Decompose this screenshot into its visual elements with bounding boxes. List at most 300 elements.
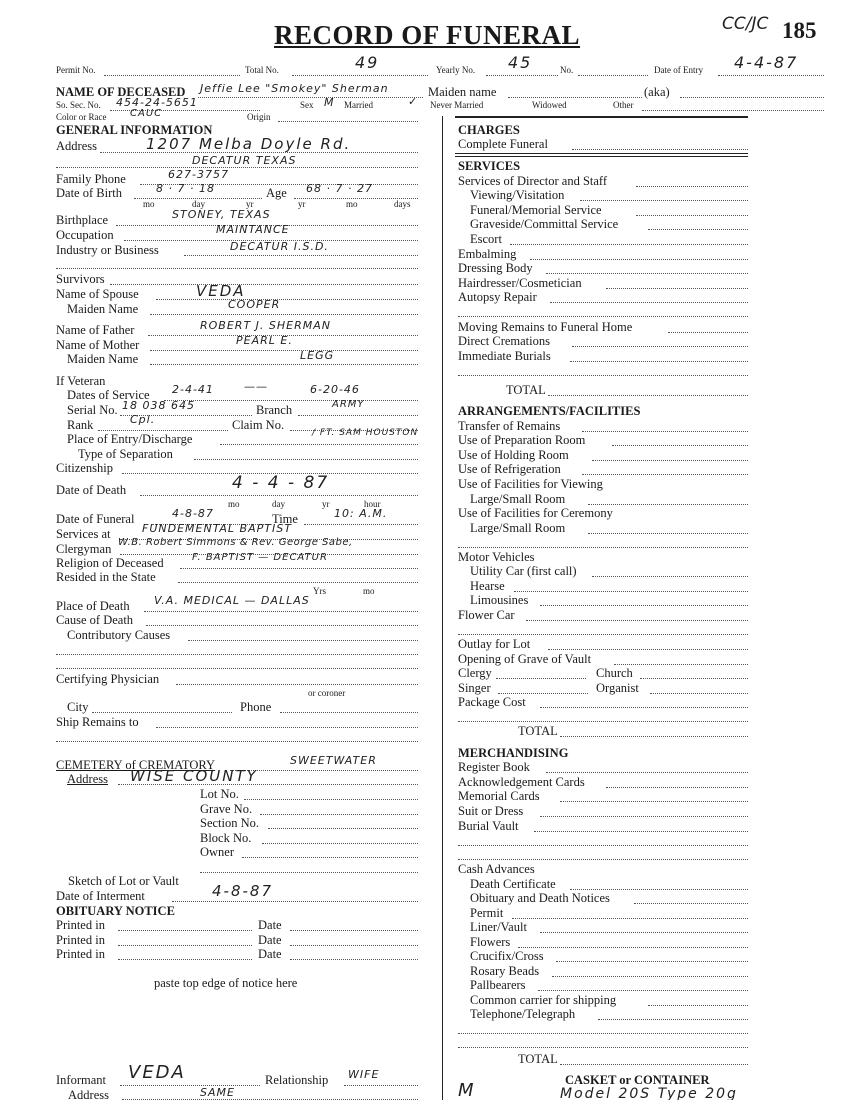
cash-obituary-line — [634, 903, 748, 904]
death-date-line — [140, 495, 418, 496]
branch-label: Branch — [256, 403, 293, 417]
cash-liner-vault: Liner/Vault — [470, 920, 527, 934]
column-divider — [442, 116, 443, 1100]
serial-label: Serial No. — [67, 403, 118, 417]
service-escort: Escort — [470, 232, 502, 246]
birthplace-value: STONEY, TEXAS — [172, 208, 271, 221]
motor-hearse: Hearse — [470, 579, 505, 593]
entry-discharge-label: Place of Entry/Discharge — [67, 432, 193, 446]
place-death-line — [144, 611, 418, 612]
arr-transfer: Transfer of Remains — [458, 419, 561, 433]
singer-line — [498, 693, 588, 694]
survivors-label: Survivors — [56, 272, 105, 286]
cemetery-value: SWEETWATER — [290, 754, 377, 767]
spouse-maiden-value: COOPER — [228, 298, 281, 311]
cash-blank-line-1 — [458, 1033, 748, 1034]
spouse-maiden-label: Maiden Name — [67, 302, 139, 316]
printed-in-label-3: Printed in — [56, 947, 105, 961]
time-label: Time — [272, 512, 298, 526]
address-line-2 — [56, 167, 418, 168]
service-moving-remains: Moving Remains to Funeral Home — [458, 320, 633, 334]
industry-line — [184, 255, 418, 256]
outlay-lot-line — [548, 649, 748, 650]
merch-burial-vault: Burial Vault — [458, 819, 519, 833]
service-blank-line-2 — [458, 375, 748, 376]
service-to: 6-20-46 — [310, 383, 360, 396]
rank-value: Cpl. — [130, 413, 156, 426]
race-label: Color or Race — [56, 112, 107, 122]
separation-line — [194, 459, 418, 460]
cemetery-line — [230, 770, 418, 771]
grave-label: Grave No. — [200, 802, 253, 816]
total-line — [292, 75, 428, 76]
separation-label: Type of Separation — [78, 447, 173, 461]
age-sub-yr: yr — [298, 199, 306, 209]
service-funeral-memorial: Funeral/Memorial Service — [470, 203, 602, 217]
city-line — [92, 712, 232, 713]
permit-label: Permit No. — [56, 65, 96, 75]
cash-total-label: TOTAL — [518, 1052, 558, 1066]
father-label: Name of Father — [56, 323, 135, 337]
time-value: 10: A.M. — [334, 507, 388, 520]
married-label: Married — [344, 100, 373, 110]
arr-total-label: TOTAL — [518, 724, 558, 738]
total-label: Total No. — [245, 65, 279, 75]
serial-value: 18 038 645 — [122, 399, 195, 412]
grave-line — [260, 814, 418, 815]
mother-value: PEARL E. — [236, 334, 293, 347]
interment-label: Date of Interment — [56, 889, 145, 903]
deceased-name-value: Jeffie Lee "Smokey" Sherman — [200, 82, 389, 95]
city-label: City — [67, 700, 89, 714]
service-dates-line — [164, 400, 418, 401]
arr-total-line — [560, 736, 748, 737]
origin-label: Origin — [247, 112, 271, 122]
informant-value: VEDA — [128, 1062, 186, 1083]
charges-rule-2 — [455, 156, 748, 157]
interment-value: 4-8-87 — [212, 882, 273, 900]
arrangements-heading: ARRANGEMENTS/FACILITIES — [458, 404, 641, 418]
service-embalming-line — [530, 259, 748, 260]
deceased-name-line — [198, 97, 423, 98]
age-sub-mo: mo — [346, 199, 358, 209]
printed-date-line-3 — [290, 959, 418, 960]
merch-memorial-cards: Memorial Cards — [458, 789, 540, 803]
cash-pallbearers-line — [538, 990, 748, 991]
dob-sub-yr: yr — [246, 199, 254, 209]
cash-total-line — [560, 1064, 748, 1065]
block-label: Block No. — [200, 831, 252, 845]
resided-label: Resided in the State — [56, 570, 156, 584]
ssn-value: 454-24-5651 — [116, 96, 198, 109]
cash-telephone: Telephone/Telegraph — [470, 1007, 576, 1021]
aka-label: (aka) — [644, 85, 670, 99]
branch-value: ARMY — [332, 399, 365, 410]
occupation-value: MAINTANCE — [216, 223, 290, 236]
service-viewing: Viewing/Visitation — [470, 188, 565, 202]
industry-label: Industry or Business — [56, 243, 159, 257]
merch-suit-line — [540, 816, 748, 817]
flower-car-line — [526, 620, 748, 621]
cash-blank-line-2 — [458, 1047, 748, 1048]
place-death-label: Place of Death — [56, 599, 130, 613]
church-line — [640, 678, 748, 679]
sketch-label: Sketch of Lot or Vault — [68, 874, 179, 888]
father-value: ROBERT J. SHERMAN — [200, 319, 331, 332]
package-blank-line — [458, 721, 748, 722]
entry-line — [718, 75, 824, 76]
claim-label: Claim No. — [232, 418, 285, 432]
blank-line-1 — [56, 268, 418, 269]
service-cremations-line — [572, 346, 748, 347]
merch-blank-line-2 — [458, 859, 748, 860]
motor-limousines: Limousines — [470, 593, 529, 607]
cash-telephone-line — [598, 1019, 748, 1020]
deceased-name-label: NAME OF DECEASED — [56, 85, 186, 99]
cash-carrier-line — [648, 1005, 748, 1006]
address-label: Address — [56, 139, 97, 153]
services-at-label: Services at — [56, 527, 111, 541]
corner-initials: CC/JC — [722, 14, 769, 34]
resided-sub-mo: mo — [363, 586, 375, 596]
service-immediate-burials: Immediate Burials — [458, 349, 551, 363]
arr-ceremony-line — [588, 533, 748, 534]
clergy-line — [496, 678, 586, 679]
no-line — [578, 75, 648, 76]
origin-line — [278, 121, 418, 122]
owner-line-2 — [200, 872, 418, 873]
yearly-value: 45 — [508, 53, 533, 72]
survivors-line — [110, 284, 418, 285]
cash-rosary-line — [552, 976, 748, 977]
cause-line — [146, 625, 418, 626]
service-graveside-line — [648, 229, 748, 230]
aka-line — [680, 97, 824, 98]
opening-grave-line — [614, 664, 748, 665]
no-label: No. — [560, 65, 574, 75]
merch-memorial-line — [560, 801, 748, 802]
services-total-line — [548, 395, 748, 396]
printed-in-label-1: Printed in — [56, 918, 105, 932]
birthplace-label: Birthplace — [56, 213, 109, 227]
printed-date-label-2: Date — [258, 933, 282, 947]
casket-heading: CASKET or CONTAINER — [565, 1073, 710, 1087]
merch-vault-line — [534, 831, 748, 832]
cemetery-address-value: WISE COUNTY — [130, 767, 258, 785]
owner-line — [242, 857, 418, 858]
charges-rule-1 — [455, 153, 748, 154]
dob-label: Date of Birth — [56, 186, 122, 200]
arr-blank-line — [458, 547, 748, 548]
physician-label: Certifying Physician — [56, 672, 160, 686]
services-total-label: TOTAL — [506, 383, 546, 397]
service-from: 2-4-41 — [172, 383, 214, 396]
arr-viewing-line — [588, 504, 748, 505]
cash-permit-line — [512, 918, 748, 919]
blank-line-3 — [56, 668, 418, 669]
cash-flowers-line — [518, 947, 748, 948]
sex-value: M — [324, 96, 335, 109]
yearly-line — [486, 75, 558, 76]
flower-blank-line — [458, 634, 748, 635]
merch-heading: MERCHANDISING — [458, 746, 569, 760]
clergyman-label: Clergyman — [56, 542, 112, 556]
service-director-staff: Services of Director and Staff — [458, 174, 608, 188]
physician-line — [176, 684, 418, 685]
cash-liner-line — [540, 932, 748, 933]
motor-limousines-line — [540, 605, 748, 606]
charges-heading: CHARGES — [458, 123, 520, 137]
service-blank-line — [458, 316, 748, 317]
service-moving-line — [668, 332, 748, 333]
services-at-value: FUNDEMENTAL BAPTIST — [142, 522, 292, 535]
complete-funeral-line — [572, 149, 748, 150]
resided-sub-yrs: Yrs — [313, 586, 326, 596]
ssn-label: So. Sec. No. — [56, 100, 101, 110]
service-burials-line — [570, 361, 748, 362]
cash-flowers: Flowers — [470, 935, 511, 949]
service-dates-label: Dates of Service — [67, 388, 150, 402]
printed-date-label-1: Date — [258, 918, 282, 932]
maiden-name-line — [508, 97, 642, 98]
merch-ack-cards: Acknowledgement Cards — [458, 775, 585, 789]
address-value-1: 1207 Melba Doyle Rd. — [146, 135, 352, 153]
printed-date-label-3: Date — [258, 947, 282, 961]
service-embalming: Embalming — [458, 247, 517, 261]
informant-line — [120, 1085, 260, 1086]
cash-pallbearers: Pallbearers — [470, 978, 526, 992]
charges-top-rule — [455, 116, 748, 118]
service-dressing: Dressing Body — [458, 261, 533, 275]
entry-discharge-value: / FT. SAM HOUSTON — [312, 428, 419, 438]
general-heading: GENERAL INFORMATION — [56, 123, 213, 137]
death-sub-mo: mo — [228, 499, 240, 509]
funeral-date-label: Date of Funeral — [56, 512, 135, 526]
mother-maiden-label: Maiden Name — [67, 352, 139, 366]
rank-label: Rank — [67, 418, 94, 432]
service-escort-line — [510, 244, 748, 245]
merch-ack-line — [606, 787, 748, 788]
cash-heading: Cash Advances — [458, 862, 535, 876]
package-cost-line — [540, 707, 748, 708]
organist-line — [650, 693, 748, 694]
arr-ceremony-facilities: Use of Facilities for Ceremony — [458, 506, 613, 520]
casket-signature-mark: M — [458, 1080, 475, 1100]
permit-line — [104, 75, 240, 76]
married-check: ✓ — [408, 95, 419, 108]
arr-refrigeration-line — [582, 474, 748, 475]
ship-remains-label: Ship Remains to — [56, 715, 139, 729]
never-married-label: Never Married — [430, 100, 484, 110]
arr-refrigeration: Use of Refrigeration — [458, 462, 561, 476]
yearly-label: Yearly No. — [436, 65, 476, 75]
occupation-label: Occupation — [56, 228, 114, 242]
service-funeral-line — [636, 215, 748, 216]
industry-value: DECATUR I.S.D. — [230, 240, 329, 253]
veteran-label: If Veteran — [56, 374, 106, 388]
lot-label: Lot No. — [200, 787, 239, 801]
service-autopsy-line — [550, 302, 748, 303]
interment-line — [172, 901, 418, 902]
age-sub-days: days — [394, 199, 411, 209]
section-label: Section No. — [200, 816, 260, 830]
dob-value: 8 · 7 · 18 — [156, 182, 215, 195]
merch-blank-line-1 — [458, 845, 748, 846]
printed-date-line-2 — [290, 945, 418, 946]
funeral-date-value: 4-8-87 — [172, 507, 214, 520]
cash-permit: Permit — [470, 906, 504, 920]
dob-sub-day: day — [192, 199, 205, 209]
block-line — [262, 843, 418, 844]
cash-death-cert-line — [570, 889, 748, 890]
maiden-name-label: Maiden name — [428, 85, 497, 99]
service-hairdresser: Hairdresser/Cosmetician — [458, 276, 582, 290]
relationship-value: WIFE — [348, 1068, 380, 1081]
section-line — [268, 828, 418, 829]
other-line — [642, 110, 824, 111]
blank-line-4 — [56, 741, 418, 742]
arr-prep-room: Use of Preparation Room — [458, 433, 586, 447]
blank-line-2 — [56, 654, 418, 655]
death-sub-yr: yr — [322, 499, 330, 509]
service-dressing-line — [546, 273, 748, 274]
service-dash: —— — [244, 380, 268, 393]
phone-line — [280, 712, 418, 713]
religion-line — [180, 568, 418, 569]
death-sub-hour: hour — [364, 499, 381, 509]
service-viewing-line — [580, 200, 748, 201]
printed-date-line-1 — [290, 930, 418, 931]
widowed-label: Widowed — [532, 100, 567, 110]
death-date-value: 4 - 4 - 87 — [232, 473, 330, 493]
outlay-lot: Outlay for Lot — [458, 637, 531, 651]
death-date-label: Date of Death — [56, 483, 127, 497]
time-line — [304, 524, 418, 525]
paste-notice-label: paste top edge of notice here — [154, 976, 298, 990]
service-hairdresser-line — [606, 288, 748, 289]
arr-holding-room: Use of Holding Room — [458, 448, 569, 462]
spouse-label: Name of Spouse — [56, 287, 139, 301]
contributory-label: Contributory Causes — [67, 628, 171, 642]
arr-viewing-facilities: Use of Facilities for Viewing — [458, 477, 603, 491]
dob-sub-mo: mo — [143, 199, 155, 209]
mother-label: Name of Mother — [56, 338, 140, 352]
services-heading: SERVICES — [458, 159, 521, 173]
lot-line — [244, 799, 418, 800]
ship-remains-line — [156, 727, 418, 728]
spouse-maiden-line — [150, 314, 418, 315]
arr-transfer-line — [582, 431, 748, 432]
motor-utility-line — [592, 576, 748, 577]
coroner-label: or coroner — [308, 688, 346, 698]
contributory-line — [188, 640, 418, 641]
cash-crucifix: Crucifix/Cross — [470, 949, 544, 963]
service-autopsy: Autopsy Repair — [458, 290, 537, 304]
relationship-line — [344, 1085, 418, 1086]
clergyman-value: W.B. Robert Simmons & Rev. George Sabe, — [118, 537, 353, 548]
merch-register-book: Register Book — [458, 760, 530, 774]
informant-address-label: Address — [68, 1088, 109, 1100]
age-label: Age — [266, 186, 287, 200]
arr-viewing-room: Large/Small Room — [470, 492, 566, 506]
opening-grave: Opening of Grave of Vault — [458, 652, 592, 666]
cemetery-label: CEMETERY of CREMATORY — [56, 758, 216, 772]
service-graveside: Graveside/Committal Service — [470, 217, 619, 231]
printed-in-line-1 — [118, 930, 252, 931]
service-director-line — [636, 186, 748, 187]
cause-label: Cause of Death — [56, 613, 134, 627]
sex-label: Sex — [300, 100, 314, 110]
cash-rosary: Rosary Beads — [470, 964, 540, 978]
arr-ceremony-room: Large/Small Room — [470, 521, 566, 535]
race-value: CAUC — [130, 108, 163, 119]
entry-label: Date of Entry — [654, 65, 703, 75]
mother-maiden-value: LEGG — [300, 349, 335, 362]
flower-car: Flower Car — [458, 608, 515, 622]
other-label: Other — [613, 100, 634, 110]
entry-discharge-line — [220, 444, 418, 445]
mother-line — [150, 350, 418, 351]
casket-note: Model 20S Type 20g — [560, 1086, 738, 1100]
religion-label: Religion of Deceased — [56, 556, 164, 570]
citizenship-label: Citizenship — [56, 461, 113, 475]
arr-prep-line — [612, 445, 748, 446]
branch-line — [298, 415, 418, 416]
place-death-value: V.A. MEDICAL — DALLAS — [154, 594, 310, 607]
age-value: 68 · 7 · 27 — [306, 182, 373, 195]
total-value: 49 — [355, 53, 380, 72]
informant-label: Informant — [56, 1073, 106, 1087]
entry-value: 4-4-87 — [734, 53, 799, 72]
informant-address-value: SAME — [200, 1086, 235, 1099]
address-value-2: DECATUR TEXAS — [192, 154, 297, 167]
cash-crucifix-line — [556, 961, 748, 962]
rank-line — [98, 430, 228, 431]
religion-value: F. BAPTIST — DECATUR — [192, 552, 328, 563]
motor-heading: Motor Vehicles — [458, 550, 535, 564]
cash-common-carrier: Common carrier for shipping — [470, 993, 617, 1007]
merch-suit-dress: Suit or Dress — [458, 804, 524, 818]
service-direct-cremations: Direct Cremations — [458, 334, 550, 348]
cash-death-cert: Death Certificate — [470, 877, 556, 891]
family-phone-label: Family Phone — [56, 172, 126, 186]
motor-utility: Utility Car (first call) — [470, 564, 577, 578]
package-cost-label: Package Cost — [458, 695, 526, 709]
church-label: Church — [596, 666, 633, 680]
relationship-label: Relationship — [265, 1073, 329, 1087]
printed-in-label-2: Printed in — [56, 933, 105, 947]
phone-label: Phone — [240, 700, 272, 714]
cemetery-address-label: Address — [67, 772, 108, 786]
singer-label: Singer — [458, 681, 491, 695]
owner-label: Owner — [200, 845, 235, 859]
spouse-value: VEDA — [196, 282, 246, 300]
mother-maiden-line — [150, 364, 418, 365]
record-number: 185 — [782, 18, 817, 43]
printed-in-line-2 — [118, 945, 252, 946]
obituary-heading: OBITUARY NOTICE — [56, 904, 175, 918]
cash-obituary: Obituary and Death Notices — [470, 891, 610, 905]
organist-label: Organist — [596, 681, 639, 695]
clergy-label: Clergy — [458, 666, 492, 680]
resided-line — [178, 582, 418, 583]
form-title: RECORD OF FUNERAL — [274, 20, 581, 50]
merch-register-line — [546, 772, 748, 773]
death-sub-day: day — [272, 499, 285, 509]
arr-holding-line — [592, 460, 748, 461]
printed-in-line-3 — [118, 959, 252, 960]
complete-funeral-label: Complete Funeral — [458, 137, 548, 151]
